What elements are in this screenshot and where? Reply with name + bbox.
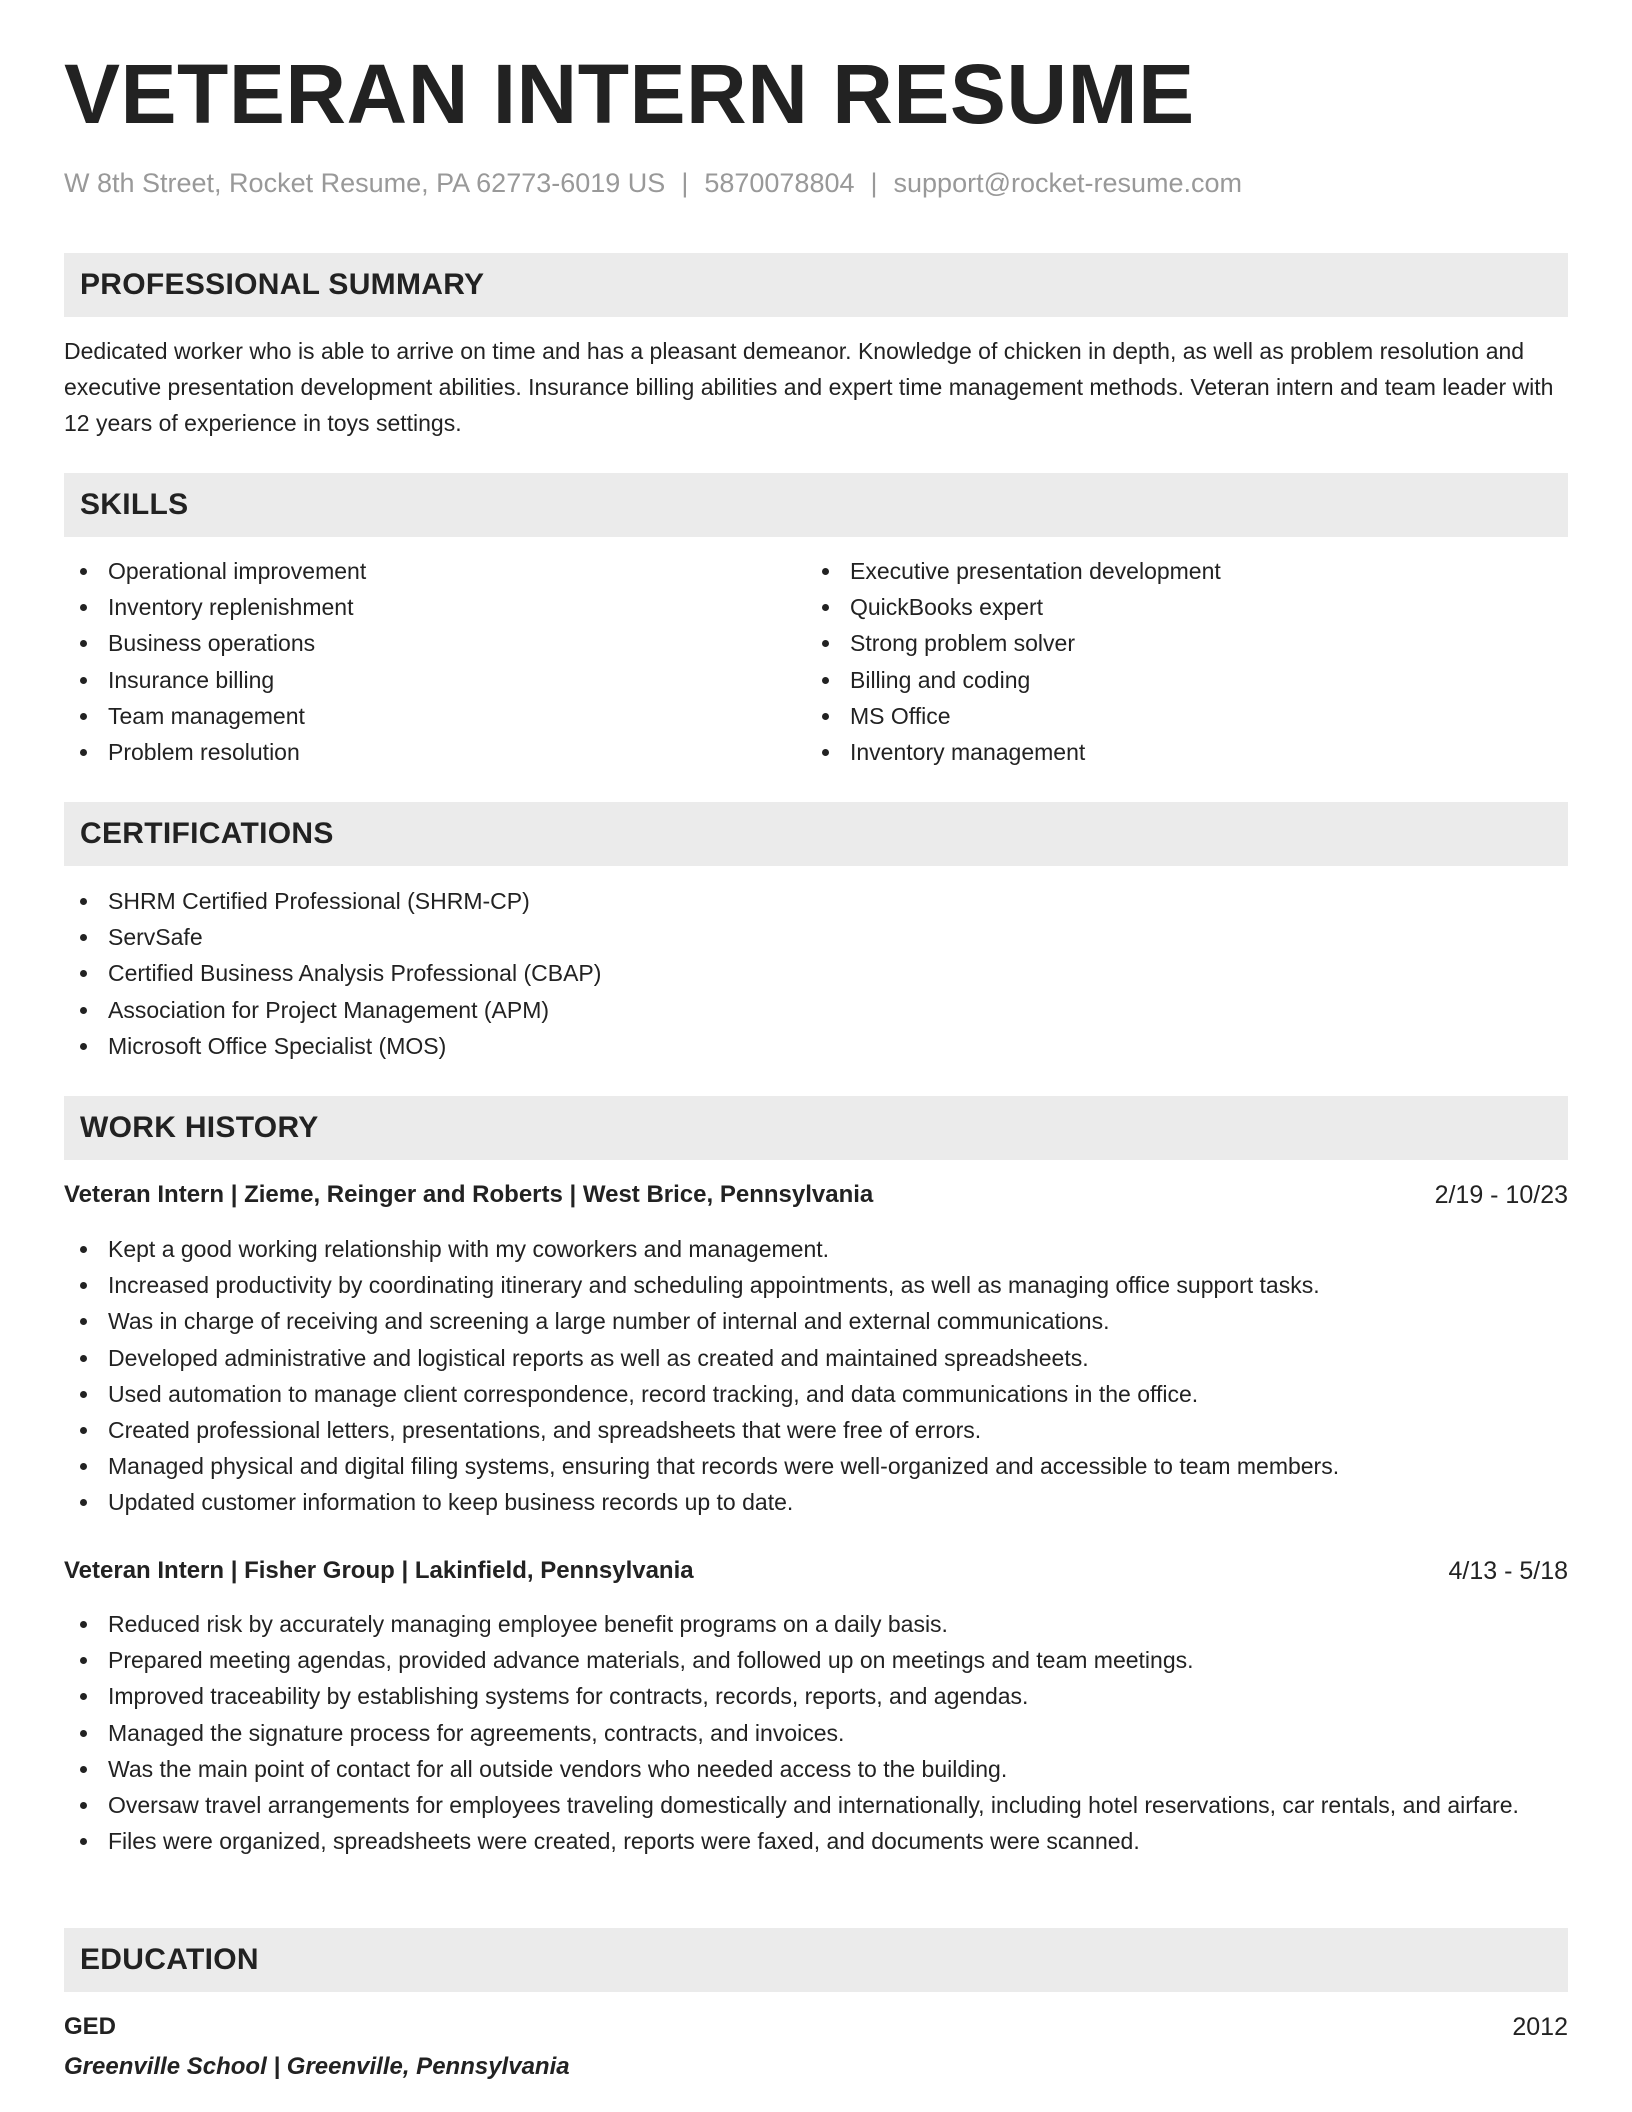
skill-item: Executive presentation development [806, 553, 1566, 589]
section-header-skills [64, 473, 1568, 537]
section-header-summary [64, 253, 1568, 317]
job-bullet: Created professional letters, presentations, and spreadsheets that were free of errors. [64, 1412, 1568, 1448]
certification-item: Association for Project Management (APM) [64, 992, 1568, 1028]
job-bullet: Was in charge of receiving and screening a large number of internal and external communications. [64, 1303, 1568, 1339]
education-year: 2012 [1512, 2013, 1568, 2041]
education-heading [64, 2011, 1568, 2043]
certification-item: Microsoft Office Specialist (MOS) [64, 1028, 1568, 1064]
skill-item: Operational improvement [64, 553, 804, 589]
job-bullet: Updated customer information to keep business records up to date. [64, 1484, 1568, 1520]
certifications-list [64, 883, 1568, 1064]
section-title-skills: SKILLS [80, 488, 189, 521]
section-title-summary: PROFESSIONAL SUMMARY [80, 268, 485, 301]
section-header-certifications [64, 802, 1568, 866]
skill-item: QuickBooks expert [806, 589, 1566, 625]
job-bullet: Prepared meeting agendas, provided advance materials, and followed up on meetings and team meetings. [64, 1642, 1568, 1678]
job-heading [64, 1179, 1568, 1211]
job-bullet: Used automation to manage client correspondence, record tracking, and data communications in the office. [64, 1376, 1568, 1412]
skill-item: Billing and coding [806, 662, 1566, 698]
contact-separator: | [870, 168, 878, 198]
job-bullet: Managed the signature process for agreements, contracts, and invoices. [64, 1715, 1568, 1751]
job-bullet: Increased productivity by coordinating itinerary and scheduling appointments, as well as managing office support tasks. [64, 1267, 1568, 1303]
skill-item: Business operations [64, 625, 804, 661]
skill-item: Strong problem solver [806, 625, 1566, 661]
education-degree: GED [64, 2013, 117, 2040]
contact-phone: 5870078804 [704, 168, 855, 198]
skill-item: Inventory management [806, 734, 1566, 770]
job-bullets [64, 1606, 1568, 1859]
job-bullet: Was the main point of contact for all outside vendors who needed access to the building. [64, 1751, 1568, 1787]
job-bullet: Developed administrative and logistical reports as well as created and maintained spreadsheets. [64, 1340, 1568, 1376]
job-bullet: Files were organized, spreadsheets were created, reports were faxed, and documents were scanned. [64, 1823, 1568, 1859]
job-title-line: Veteran Intern | Zieme, Reinger and Roberts | West Brice, Pennsylvania [64, 1181, 874, 1208]
skills-list-left [64, 553, 804, 770]
section-title-certifications: CERTIFICATIONS [80, 817, 334, 850]
job-title-line: Veteran Intern | Fisher Group | Lakinfield, Pennsylvania [64, 1557, 694, 1584]
section-header-education [64, 1928, 1568, 1992]
job-bullet: Kept a good working relationship with my coworkers and management. [64, 1231, 1568, 1267]
job-bullet: Oversaw travel arrangements for employees traveling domestically and internationally, including hotel reservations, car rentals, and airfare. [64, 1787, 1568, 1823]
skill-item: Inventory replenishment [64, 589, 804, 625]
skill-item: Team management [64, 698, 804, 734]
job-bullets [64, 1231, 1568, 1521]
section-header-work-history [64, 1096, 1568, 1160]
skill-item: Problem resolution [64, 734, 804, 770]
skills-list-right [806, 553, 1566, 770]
certification-item: Certified Business Analysis Professional (CBAP) [64, 955, 1568, 991]
contact-separator: | [681, 168, 689, 198]
summary-text: Dedicated worker who is able to arrive on time and has a pleasant demeanor. Knowledge of chicken in depth, as well as problem resolution and executive presentation development abilities. Insurance billing abilities and expert time management methods. Veteran intern and team leader with 12 years of experience in toys settings. [64, 338, 1554, 436]
resume-title: VETERAN INTERN RESUME [64, 47, 1195, 141]
section-title-education: EDUCATION [80, 1943, 259, 1976]
job-bullet: Improved traceability by establishing systems for contracts, records, reports, and agendas. [64, 1678, 1568, 1714]
job-dates: 2/19 - 10/23 [1434, 1181, 1568, 1209]
certification-item: ServSafe [64, 919, 1568, 955]
job-bullet: Reduced risk by accurately managing employee benefit programs on a daily basis. [64, 1606, 1568, 1642]
job-bullet: Managed physical and digital filing systems, ensuring that records were well-organized and accessible to team members. [64, 1448, 1568, 1484]
contact-email: support@rocket-resume.com [893, 168, 1243, 198]
skill-item: MS Office [806, 698, 1566, 734]
certification-item: SHRM Certified Professional (SHRM-CP) [64, 883, 1568, 919]
job-heading [64, 1555, 1568, 1587]
education-school: Greenville School | Greenville, Pennsylvania [64, 2053, 570, 2080]
section-title-work-history: WORK HISTORY [80, 1111, 319, 1144]
contact-line [64, 168, 1242, 199]
skill-item: Insurance billing [64, 662, 804, 698]
job-dates: 4/13 - 5/18 [1448, 1557, 1568, 1585]
contact-address: W 8th Street, Rocket Resume, PA 62773-6019 US [64, 168, 666, 198]
